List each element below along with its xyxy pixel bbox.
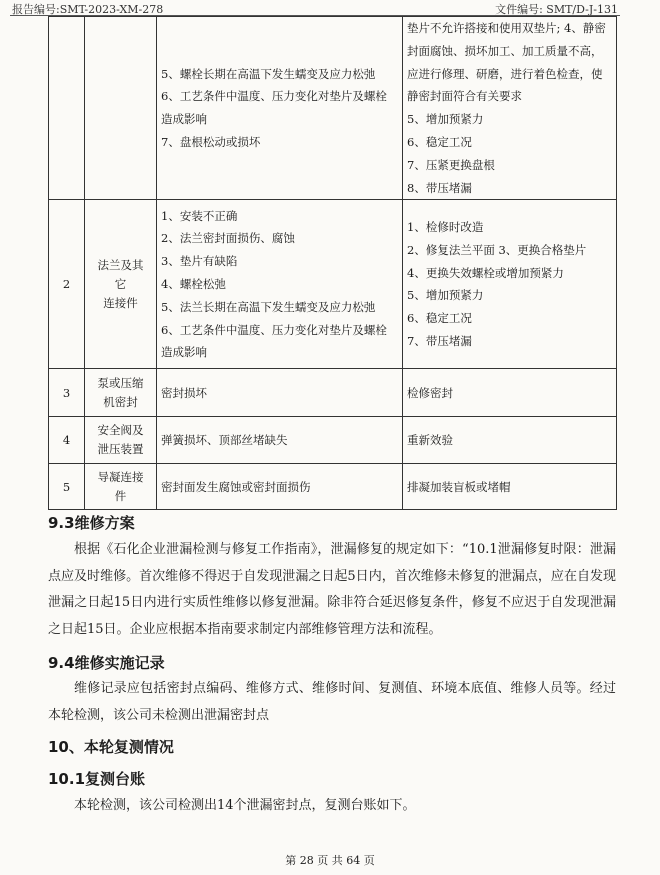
row-causes: 弹簧损坏、顶部丝堵缺失: [157, 417, 403, 464]
row-number: 4: [49, 417, 85, 464]
section-body-10-1: 本轮检测，该公司检测出14个泄漏密封点，复测台账如下。: [74, 798, 416, 813]
row-causes: 密封面发生腐蚀或密封面损伤: [157, 464, 403, 510]
cause-line: 1、安装不正确: [161, 208, 238, 223]
file-number: 文件编号: SMT/D-J-131: [495, 3, 618, 16]
table-row: [49, 464, 617, 510]
cause-line: 4、螺栓松弛: [161, 276, 226, 291]
table-row: [49, 200, 617, 369]
measure-line: 垫片不允许搭接和使用双垫片; 4、静密封面腐蚀、损坏加工、加工质量不高，应进行修理、研磨，进行着色检查，使静密封面符合有关要求: [407, 21, 606, 104]
row-measures: [403, 17, 617, 200]
row-measures: 检修密封: [403, 369, 617, 417]
row-number: 2: [49, 200, 85, 369]
section-heading-9-3: 9.3维修方案: [48, 514, 135, 532]
row-causes: [157, 200, 403, 369]
section-body-9-4: 维修记录应包括密封点编码、维修方式、维修时间、复测值、环境本底值、维修人员等。经过本轮检测，该公司未检测出泄漏密封点: [48, 681, 616, 723]
measure-line: 2、修复法兰平面 3、更换合格垫片: [407, 242, 587, 257]
measure-line: 7、带压堵漏: [407, 333, 472, 348]
row-category: 导凝连接 件: [85, 464, 157, 510]
row-causes: [157, 17, 403, 200]
section-heading-10: 10、本轮复测情况: [48, 738, 174, 756]
table-row: [49, 417, 617, 464]
row-category: 法兰及其 它 连接件: [85, 200, 157, 369]
measure-line: 5、增加预紧力: [407, 112, 484, 127]
table-row: [49, 17, 617, 200]
section-heading-10-1: 10.1复测台账: [48, 770, 146, 788]
row-number: 3: [49, 369, 85, 417]
section-heading-9-4: 9.4维修实施记录: [48, 654, 165, 672]
cause-line: 6、工艺条件中温度、压力变化对垫片及螺栓造成影响: [161, 89, 387, 127]
row-category: 泵或压缩 机密封: [85, 369, 157, 417]
cause-line: 2、法兰密封面损伤、腐蚀: [161, 231, 295, 246]
row-number: 5: [49, 464, 85, 510]
cause-line: 5、法兰长期在高温下发生蠕变及应力松弛: [161, 299, 376, 314]
measure-line: 8、带压堵漏: [407, 180, 472, 195]
cause-line: 3、垫片有缺陷: [161, 254, 238, 269]
row-category: 安全阀及 泄压装置: [85, 417, 157, 464]
table-row: [49, 369, 617, 417]
page-number: 第 28 页 共 64 页: [285, 854, 375, 867]
row-causes: 密封损坏: [157, 369, 403, 417]
measure-line: 7、压紧更换盘根: [407, 157, 495, 172]
row-measures: 重新效验: [403, 417, 617, 464]
measure-line: 6、稳定工况: [407, 311, 472, 326]
row-measures: 排凝加装盲板或堵帽: [403, 464, 617, 510]
cause-line: 5、螺栓长期在高温下发生蠕变及应力松弛: [161, 66, 376, 81]
measure-line: 5、增加预紧力: [407, 288, 484, 303]
leak-cause-table: [48, 16, 617, 510]
measure-line: 6、稳定工况: [407, 134, 472, 149]
row-measures: [403, 200, 617, 369]
section-body-9-3: 根据《石化企业泄漏检测与修复工作指南》，泄漏修复的规定如下：“10.1泄漏修复时限：泄漏点应及时维修。首次维修不得迟于自发现泄漏之日起5日内，首次维修未修复的泄漏点，应在自发现泄漏之日起15日内进行实质性维修以修复泄漏。除非符合延迟修复条件，修复不应迟于自发现泄漏之日起15日。企业应根据本指南要求制定内部维修管理方法和流程。: [48, 542, 616, 638]
cause-line: 6、工艺条件中温度、压力变化对垫片及螺栓造成影响: [161, 322, 387, 360]
measure-line: 1、检修时改造: [407, 219, 484, 234]
report-number: 报告编号:SMT-2023-XM-278: [12, 3, 164, 16]
page-header: [0, 0, 660, 16]
measure-line: 4、更换失效螺栓或增加预紧力: [407, 265, 564, 280]
cause-line: 7、盘根松动或损坏: [161, 134, 261, 149]
row-category: [85, 17, 157, 200]
row-number: [49, 17, 85, 200]
